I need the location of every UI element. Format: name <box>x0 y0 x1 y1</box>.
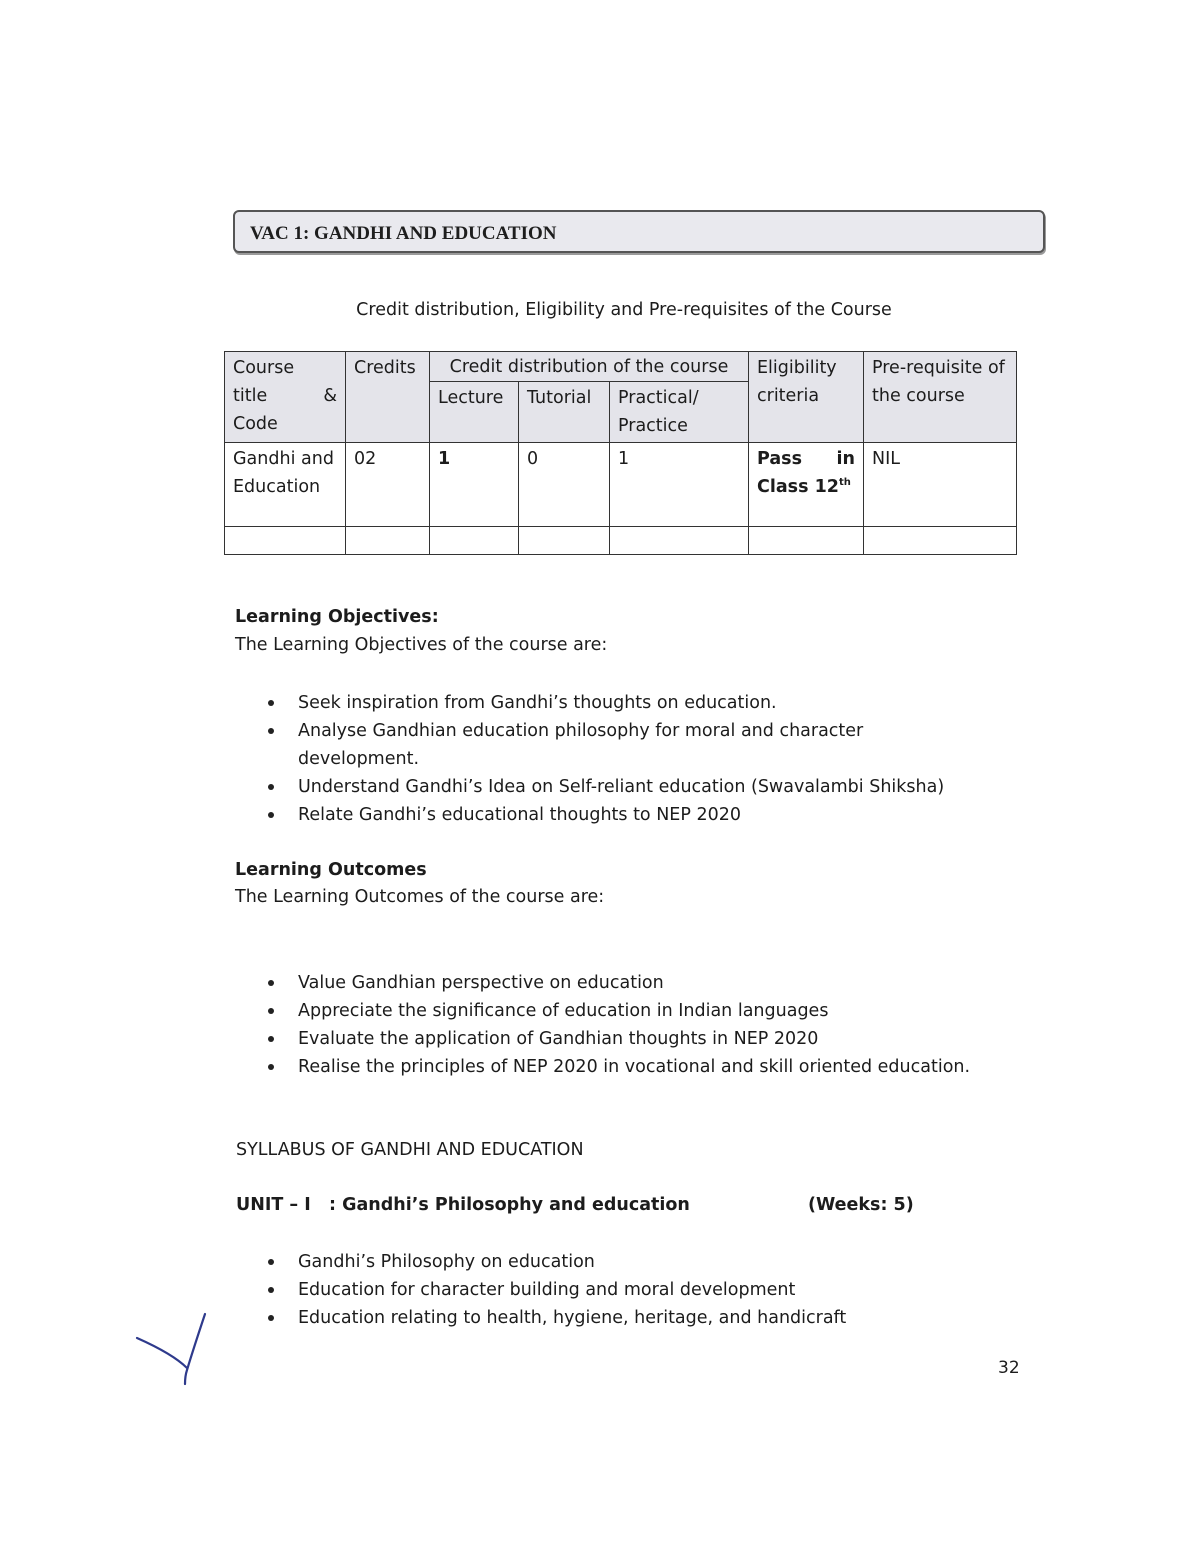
list-item: Gandhi’s Philosophy on education <box>268 1248 1008 1276</box>
list-item: Analyse Gandhian education philosophy for moral and character development. <box>268 717 898 773</box>
cell-course: Gandhi and Education <box>225 443 346 527</box>
syllabus-heading: SYLLABUS OF GANDHI AND EDUCATION <box>236 1140 584 1160</box>
header-credits: Credits <box>346 352 430 443</box>
list-item: Evaluate the application of Gandhian thoughts in NEP 2020 <box>268 1025 1008 1053</box>
list-item: Appreciate the significance of education in Indian languages <box>268 997 1008 1025</box>
learning-outcomes-intro: The Learning Outcomes of the course are: <box>235 887 605 907</box>
list-item: Seek inspiration from Gandhi’s thoughts on education. <box>268 689 1008 717</box>
list-item: Realise the principles of NEP 2020 in vocational and skill oriented education. <box>268 1053 1008 1081</box>
unit-1-topics-list <box>268 1248 1008 1332</box>
cell-eligibility: Pass in Class 12th <box>749 443 864 527</box>
list-item: Value Gandhian perspective on education <box>268 969 1008 997</box>
header-practical: Practical/ Practice <box>610 382 749 443</box>
header-tutorial: Tutorial <box>519 382 610 443</box>
table-empty-row <box>225 527 1017 555</box>
page-number: 32 <box>998 1358 1020 1378</box>
learning-outcomes-heading: Learning Outcomes <box>235 860 427 880</box>
unit-1-title: UNIT – I : Gandhi’s Philosophy and education <box>236 1195 690 1215</box>
table-row <box>225 443 1017 527</box>
header-eligibility: Eligibility criteria <box>749 352 864 443</box>
list-item: Education relating to health, hygiene, heritage, and handicraft <box>268 1304 1008 1332</box>
list-item: Relate Gandhi’s educational thoughts to NEP 2020 <box>268 801 1008 829</box>
cell-practical: 1 <box>610 443 749 527</box>
table-header-row <box>225 352 1017 382</box>
header-course-title-code: Course title & Code <box>225 352 346 443</box>
learning-outcomes-list <box>268 969 1008 1081</box>
signature-mark <box>135 1310 215 1390</box>
header-credit-distribution: Credit distribution of the course <box>430 352 749 382</box>
cell-prerequisite: NIL <box>864 443 1017 527</box>
credit-table <box>224 351 1017 555</box>
course-title: VAC 1: GANDHI AND EDUCATION <box>250 223 557 244</box>
cell-credits: 02 <box>346 443 430 527</box>
learning-objectives-intro: The Learning Objectives of the course are: <box>235 635 608 655</box>
cell-lecture: 1 <box>430 443 519 527</box>
header-lecture: Lecture <box>430 382 519 443</box>
learning-objectives-heading: Learning Objectives: <box>235 607 439 627</box>
list-item: Understand Gandhi’s Idea on Self-reliant education (Swavalambi Shiksha) <box>268 773 1008 801</box>
header-prerequisite: Pre-requisite of the course <box>864 352 1017 443</box>
unit-1-weeks: (Weeks: 5) <box>808 1195 914 1215</box>
cell-tutorial: 0 <box>519 443 610 527</box>
learning-objectives-list <box>268 689 1008 829</box>
table-caption: Credit distribution, Eligibility and Pre-requisites of the Course <box>356 300 892 320</box>
list-item: Education for character building and moral development <box>268 1276 1008 1304</box>
